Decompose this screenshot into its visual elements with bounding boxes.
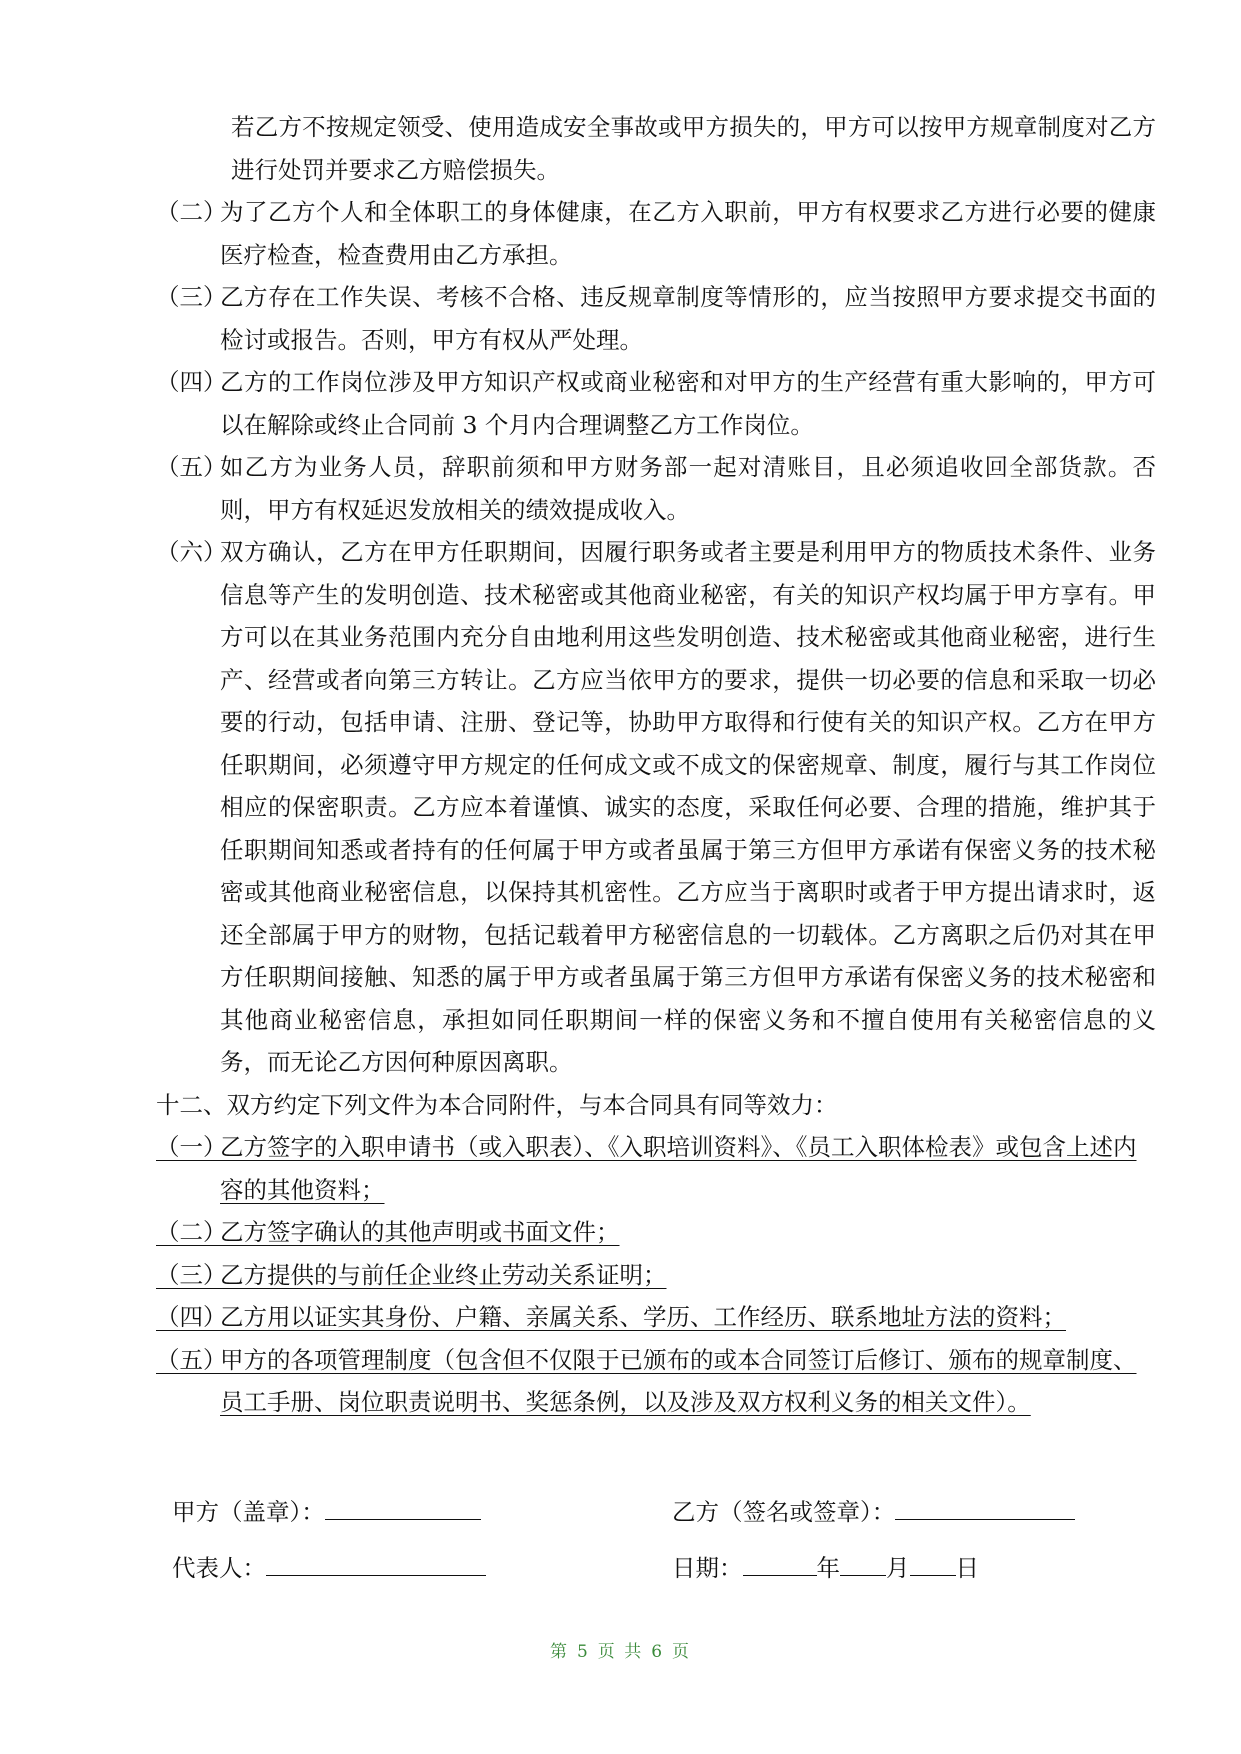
date-label: 日期： xyxy=(672,1554,743,1582)
clause-6 xyxy=(156,531,1156,1084)
date-day-char: 日 xyxy=(955,1554,979,1582)
attachment-5 xyxy=(156,1339,1156,1424)
clause-2 xyxy=(156,191,1156,276)
footer-suffix: 页 xyxy=(672,1642,692,1662)
attachment-text: 乙方提供的与前任企业终止劳动关系证明； xyxy=(220,1260,667,1289)
attachment-label: （二） xyxy=(156,1218,227,1246)
clause-label: （四） xyxy=(156,368,227,396)
party-b-signature xyxy=(672,1492,1075,1532)
clause-label: （二） xyxy=(156,198,227,226)
representative-line[interactable] xyxy=(266,1551,486,1576)
page-footer xyxy=(0,1637,1241,1662)
clause-5 xyxy=(156,446,1156,531)
clause-label: （六） xyxy=(156,538,227,566)
representative-label: 代表人： xyxy=(172,1554,266,1582)
contract-body xyxy=(156,106,1156,1424)
attachment-text: 乙方用以证实其身份、户籍、亲属关系、学历、工作经历、联系地址方法的资料； xyxy=(220,1303,1066,1331)
attachment-label: （三） xyxy=(156,1260,227,1289)
date-year-char: 年 xyxy=(816,1554,840,1582)
clause-label: （三） xyxy=(156,283,227,311)
party-a-label: 甲方（盖章）： xyxy=(172,1498,325,1526)
clause-3 xyxy=(156,276,1156,361)
party-b-label: 乙方（签名或签章）： xyxy=(672,1498,896,1526)
paragraph-text: 若乙方不按规定领受、使用造成安全事故或甲方损失的，甲方可以按甲方规章制度对乙方进行处罚并要求乙方赔偿损失。 xyxy=(231,113,1156,184)
attachment-text: 乙方签字确认的其他声明或书面文件； xyxy=(220,1218,620,1246)
date-month-char: 月 xyxy=(886,1554,910,1582)
date-month-line[interactable] xyxy=(840,1551,886,1576)
footer-mid: 页 共 xyxy=(597,1642,644,1662)
attachment-3 xyxy=(156,1254,1156,1297)
party-a-signature xyxy=(172,1492,481,1532)
section-heading-text: 十二、双方约定下列文件为本合同附件，与本合同具有同等效力： xyxy=(156,1090,838,1119)
clause-text: 乙方的工作岗位涉及甲方知识产权或商业秘密和对甲方的生产经营有重大影响的，甲方可以在解除或终止合同前 3 个月内合理调整乙方工作岗位。 xyxy=(220,368,1156,439)
attachment-text: 乙方签字的入职申请书（或入职表）、《入职培训资料》、《员工入职体检表》或包含上述内容的其他资料； xyxy=(220,1133,1137,1204)
footer-total-pages: 6 xyxy=(651,1642,665,1662)
attachment-text: 甲方的各项管理制度（包含但不仅限于已颁布的或本合同签订后修订、颁布的规章制度、员工手册、岗位职责说明书、奖惩条例，以及涉及双方权利义务的相关文件）。 xyxy=(220,1345,1137,1416)
attachment-label: （五） xyxy=(156,1345,227,1374)
party-b-sign-line[interactable] xyxy=(895,1495,1075,1520)
date-field xyxy=(672,1548,979,1588)
date-year-line[interactable] xyxy=(743,1551,817,1576)
paragraph-continuation xyxy=(156,106,1156,191)
clause-text: 双方确认，乙方在甲方任职期间，因履行职务或者主要是利用甲方的物质技术条件、业务信息等产生的发明创造、技术秘密或其他商业秘密，有关的知识产权均属于甲方享有。甲方可以在其业务范围内充分自由地利用这些发明创造、技术秘密或其他商业秘密，进行生产、经营或者向第三方转让。乙方应当依甲方的要求，提供一切必要的信息和采取一切必要的行动，包括申请、注册、登记等，协助甲方取得和行使有关的知识产权。乙方在甲方任职期间，必须遵守甲方规定的任何成文或不成文的保密规章、制度，履行与其工作岗位相应的保密职责。乙方应本着谨慎、诚实的态度，采取任何必要、合理的措施，维护其于任职期间知悉或者持有的任何属于甲方或者虽属于第三方但甲方承诺有保密义务的技术秘密或其他商业秘密信息，以保持其机密性。乙方应当于离职时或者于甲方提出请求时，返还全部属于甲方的财物，包括记载着甲方秘密信息的一切载体。乙方离职之后仍对其在甲方任职期间接触、知悉的属于甲方或者虽属于第三方但甲方承诺有保密义务的技术秘密和其他商业秘密信息，承担如同任职期间一样的保密义务和不擅自使用有关秘密信息的义务，而无论乙方因何种原因离职。 xyxy=(220,538,1156,1076)
attachment-1 xyxy=(156,1126,1156,1211)
footer-prefix: 第 xyxy=(549,1642,569,1662)
representative-signature xyxy=(172,1548,486,1588)
footer-page-number: 5 xyxy=(576,1642,590,1662)
attachment-label: （一） xyxy=(156,1133,227,1161)
attachment-2 xyxy=(156,1211,1156,1254)
attachment-label: （四） xyxy=(156,1303,227,1331)
clause-text: 如乙方为业务人员，辞职前须和甲方财务部一起对清账目，且必须追收回全部货款。否则，甲方有权延迟发放相关的绩效提成收入。 xyxy=(220,453,1156,524)
date-day-line[interactable] xyxy=(910,1551,956,1576)
clause-text: 乙方存在工作失误、考核不合格、违反规章制度等情形的，应当按照甲方要求提交书面的检讨或报告。否则，甲方有权从严处理。 xyxy=(220,283,1156,354)
clause-text: 为了乙方个人和全体职工的身体健康，在乙方入职前，甲方有权要求乙方进行必要的健康医疗检查，检查费用由乙方承担。 xyxy=(220,198,1156,269)
attachment-4 xyxy=(156,1296,1156,1339)
clause-4 xyxy=(156,361,1156,446)
section-12-heading xyxy=(156,1084,1156,1127)
party-a-seal-line[interactable] xyxy=(325,1495,481,1520)
clause-label: （五） xyxy=(156,453,227,481)
